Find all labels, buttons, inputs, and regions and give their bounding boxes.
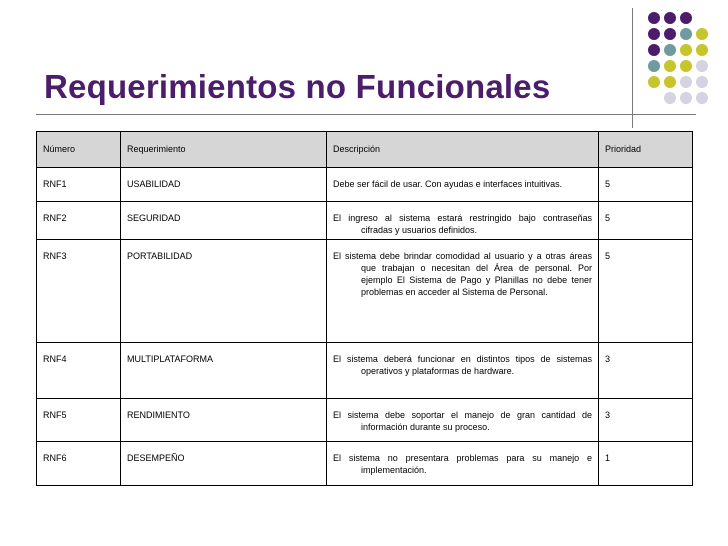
decorative-dot [696, 76, 708, 88]
decorative-dot [680, 92, 692, 104]
cell-requerimiento: MULTIPLATAFORMA [121, 343, 327, 399]
table-row [37, 343, 693, 399]
decorative-dot [696, 60, 708, 72]
decorative-dot [664, 12, 676, 24]
descripcion-text: El sistema debe soportar el manejo de gran cantidad de información durante su proceso. [333, 410, 592, 432]
cell-descripcion [327, 343, 599, 399]
header-descripcion: Descripción [327, 132, 599, 168]
slide-title: Requerimientos no Funcionales [44, 68, 551, 105]
cell-prioridad: 5 [599, 202, 693, 240]
decorative-dot [664, 44, 676, 56]
header-numero: Número [37, 132, 121, 168]
decorative-dot [648, 76, 660, 88]
cell-numero: RNF2 [37, 202, 121, 240]
decorative-dot [680, 60, 692, 72]
decorative-dot [696, 92, 708, 104]
cell-prioridad: 5 [599, 168, 693, 202]
cell-descripcion [327, 399, 599, 442]
cell-numero: RNF1 [37, 168, 121, 202]
cell-numero: RNF5 [37, 399, 121, 442]
cell-requerimiento: DESEMPEÑO [121, 442, 327, 486]
cell-requerimiento: PORTABILIDAD [121, 240, 327, 343]
cell-numero: RNF4 [37, 343, 121, 399]
descripcion-text: El sistema no presentara problemas para su manejo e implementación. [333, 453, 592, 475]
requirements-table [36, 131, 693, 486]
decorative-dot [664, 76, 676, 88]
cell-descripcion [327, 442, 599, 486]
table-header-row [37, 132, 693, 168]
descripcion-text: El sistema deberá funcionar en distintos tipos de sistemas operativos y plataformas de hardware. [333, 354, 592, 376]
cell-descripcion [327, 168, 599, 202]
decorative-dot [680, 44, 692, 56]
table-row [37, 240, 693, 343]
cell-numero: RNF3 [37, 240, 121, 343]
cell-descripcion [327, 240, 599, 343]
table-row [37, 442, 693, 486]
cell-requerimiento: USABILIDAD [121, 168, 327, 202]
decorative-dot [664, 60, 676, 72]
cell-prioridad: 3 [599, 343, 693, 399]
decorative-dot [680, 28, 692, 40]
decorative-dot [648, 12, 660, 24]
decorative-dot [696, 44, 708, 56]
decorative-dot [680, 76, 692, 88]
cell-numero: RNF6 [37, 442, 121, 486]
descripcion-text: El sistema debe brindar comodidad al usuario y a otras áreas que trabajan o necesitan del Área de personal. Por ejemplo El Sistema de Pago y Planillas no debe tener problemas en acceder al Sistema de Personal. [333, 251, 592, 297]
table-row [37, 202, 693, 240]
decorative-dot [696, 28, 708, 40]
header-prioridad: Prioridad [599, 132, 693, 168]
decorative-dot [680, 12, 692, 24]
decorative-dot [648, 60, 660, 72]
table-row [37, 168, 693, 202]
cell-requerimiento: RENDIMIENTO [121, 399, 327, 442]
decorative-dot [648, 44, 660, 56]
cell-requerimiento: SEGURIDAD [121, 202, 327, 240]
decorative-dot [664, 28, 676, 40]
cell-prioridad: 5 [599, 240, 693, 343]
title-underline [36, 114, 696, 115]
decorative-dot [648, 28, 660, 40]
cell-prioridad: 3 [599, 399, 693, 442]
decorative-dot-grid [0, 0, 728, 130]
vertical-rule [632, 8, 633, 128]
table-row [37, 399, 693, 442]
cell-prioridad: 1 [599, 442, 693, 486]
descripcion-text: El ingreso al sistema estará restringido bajo contraseñas cifradas y usuarios definidos. [333, 213, 592, 235]
descripcion-text: Debe ser fácil de usar. Con ayudas e interfaces intuitivas. [333, 179, 563, 189]
header-requerimiento: Requerimiento [121, 132, 327, 168]
cell-descripcion [327, 202, 599, 240]
decorative-dot [664, 92, 676, 104]
